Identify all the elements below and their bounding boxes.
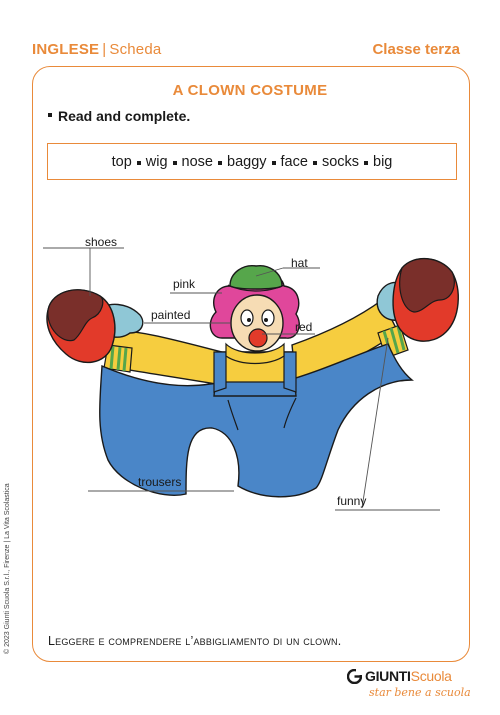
copyright-notice: © 2023 Giunti Scuola S.r.l., Firenze | La Vita Scolastica (4, 483, 11, 654)
label-pink: pink (173, 277, 196, 291)
label-painted: painted (151, 308, 191, 322)
word-bank-item: top (111, 153, 132, 170)
green-hat (230, 266, 282, 289)
grade-label: Classe terza (372, 41, 460, 58)
header-separator: | (102, 41, 107, 58)
word-bank-item: socks (321, 153, 360, 170)
logo-brand-suffix: Scuola (410, 668, 452, 684)
word-bank-item: face (280, 153, 308, 170)
instruction-text: Read and complete. (58, 108, 191, 124)
logo-brand-name: GIUNTI (365, 668, 411, 684)
logo-brand (365, 668, 452, 684)
word-bank-item: wig (145, 153, 168, 170)
label-trousers: trousers (138, 475, 182, 489)
word-bank-item: baggy (227, 153, 267, 170)
learning-objective: Leggere e comprendere l’abbigliamento di un clown. (48, 634, 342, 648)
subject-label: INGLESE (32, 41, 100, 58)
word-bank-item: nose (181, 153, 213, 170)
label-shoes: shoes (85, 235, 118, 249)
label-funny: funny (337, 494, 367, 508)
red-nose (249, 329, 267, 347)
label-hat: hat (291, 256, 308, 270)
logo-tagline: star bene a scuola (369, 686, 471, 699)
sheet-type-label: Scheda (109, 41, 162, 58)
publisher-logo (347, 668, 472, 708)
worksheet-title: A CLOWN COSTUME (172, 82, 328, 99)
word-bank-item: big (373, 153, 393, 170)
label-red: red (295, 320, 313, 334)
giunti-logo-icon (347, 669, 362, 684)
